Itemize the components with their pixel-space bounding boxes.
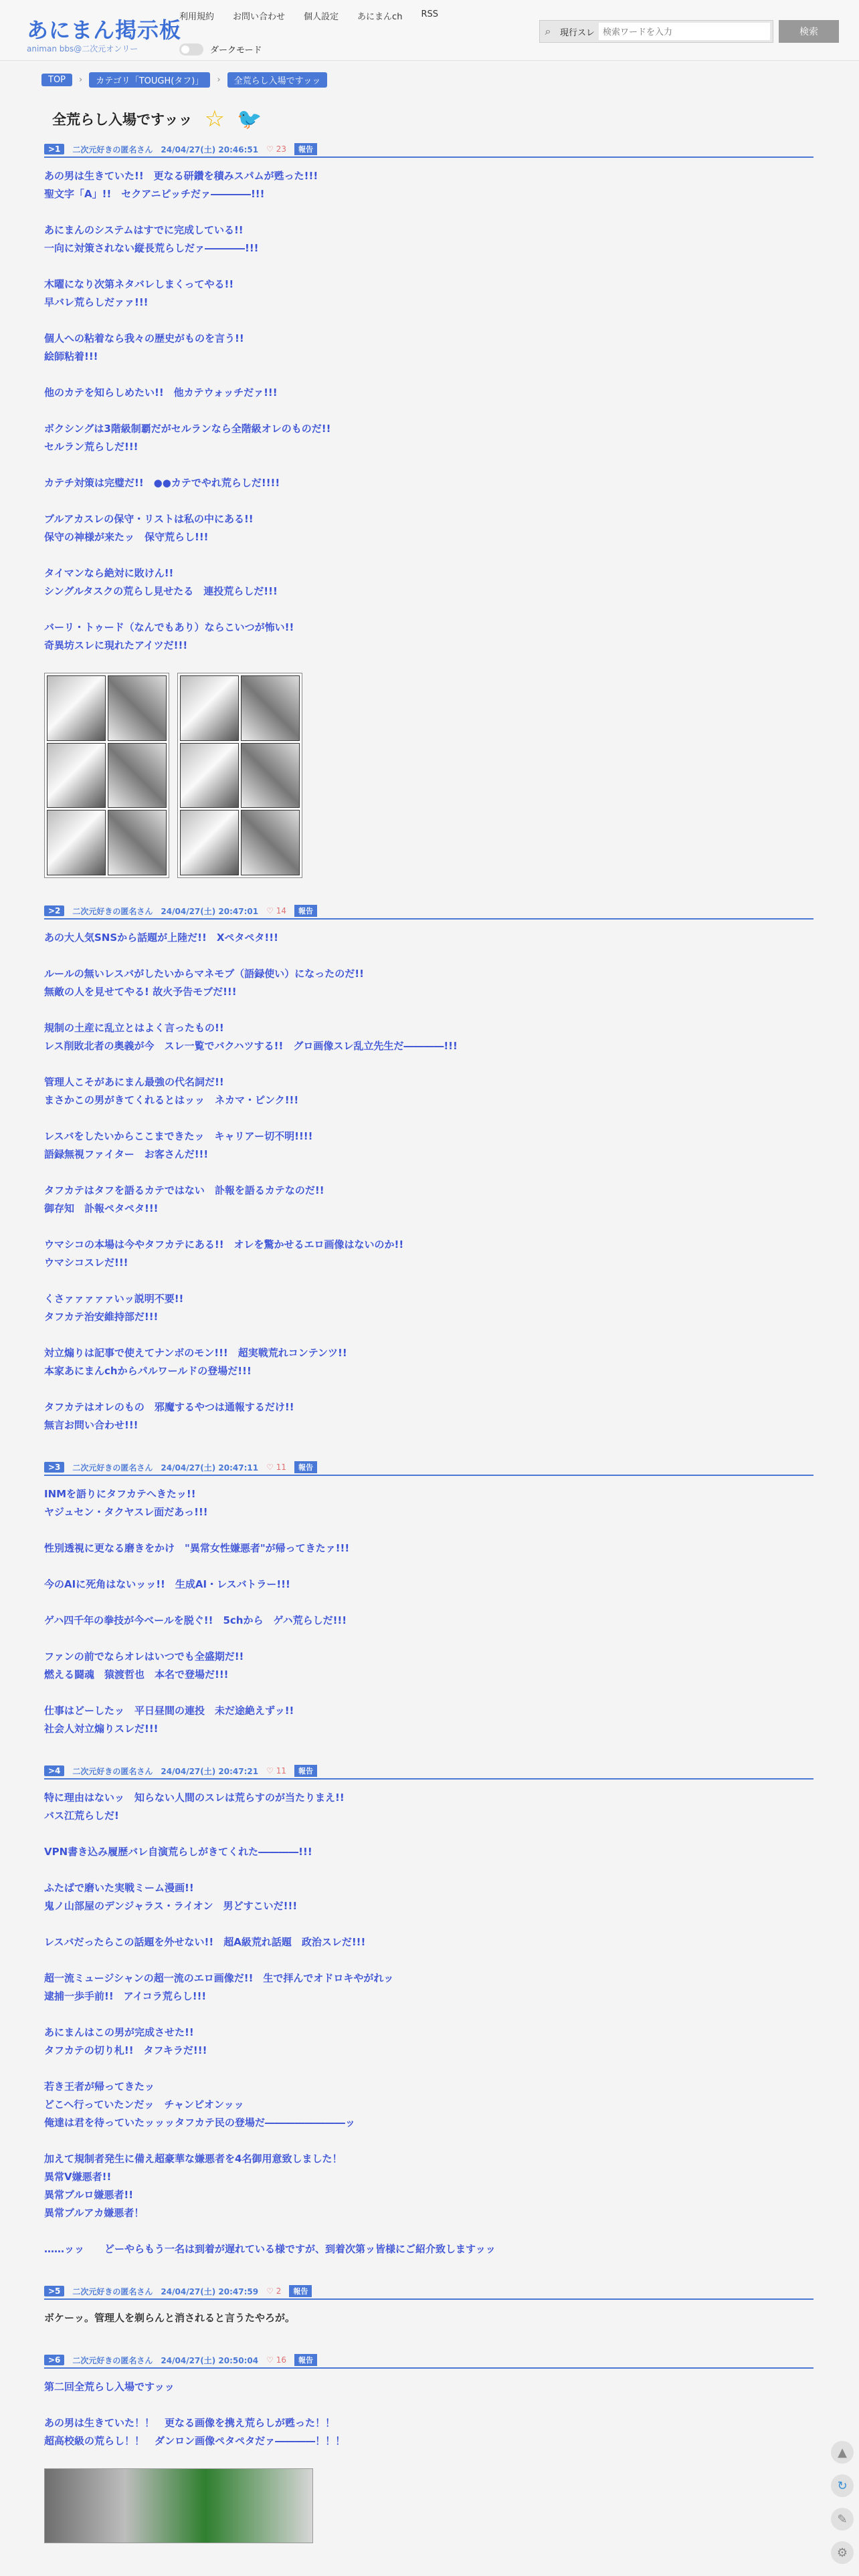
manga-panel bbox=[108, 675, 167, 741]
post-paragraph: 個人への粘着なら我々の歴史がものを言う!! 絵師粘着!!! bbox=[44, 332, 244, 362]
nav-settings[interactable]: 個人設定 bbox=[304, 12, 339, 22]
manga-panel bbox=[108, 743, 167, 809]
breadcrumb-category[interactable]: カテゴリ「TOUGH(タフ)」 bbox=[89, 72, 210, 88]
like-count: 11 bbox=[276, 1463, 287, 1472]
nav-rss[interactable]: RSS bbox=[421, 9, 438, 19]
like-count: 14 bbox=[276, 906, 287, 916]
post-paragraph: 超一流ミュージシャンの超一流のエロ画像だ!! 生で拝んでオドロキやがれッ 逮捕一歩手前!! アイコラ荒らし!!! bbox=[44, 1972, 394, 2002]
heart-icon: ♡ bbox=[266, 2286, 274, 2296]
post-date: 24/04/27(土) 20:47:01 bbox=[161, 906, 259, 916]
post-paragraph: バーリ・トゥード（なんでもあり）ならこいつが怖い!! 奇異坊スレに現れたアイツだ!!! bbox=[44, 621, 294, 651]
post-body bbox=[44, 929, 814, 1434]
post-paragraph: ゲハ四千年の拳技が今ベールを脱ぐ!! 5chから ゲハ荒らしだ!!! bbox=[44, 1614, 347, 1626]
post-paragraph: 加えて規制者発生に備え超豪華な嫌悪者を4名御用意致しました！ 異常V嫌悪者!! 異常ブルロ嫌悪者!! 異常ブルアカ嫌悪者！ bbox=[44, 2153, 343, 2219]
post-paragraph: ボケーッ。管理人を剃らんと消されると言うたやろが。 bbox=[44, 2312, 296, 2324]
search-input[interactable] bbox=[599, 23, 770, 40]
post-paragraph: ブルアカスレの保守・リストは私の中にある!! 保守の神様が来たッ 保守荒らし!!! bbox=[44, 513, 254, 543]
post-paragraph: あの大人気SNSから話題が上陸だ!! Xペタペタ!!! bbox=[44, 932, 278, 944]
danganronpa-image[interactable] bbox=[44, 2468, 313, 2543]
thread-title: 全荒らし入場ですッッ bbox=[52, 112, 193, 128]
favorite-star-icon[interactable]: ☆ bbox=[204, 106, 225, 132]
post-list bbox=[44, 143, 814, 2570]
twitter-share-icon[interactable]: 🐦 bbox=[237, 107, 262, 131]
post-paragraph: ルールの無いレスバがしたいからマネモブ（語録使い）になったのだ!! 無敵の人を見せてやる! 故火予告モブだ!!! bbox=[44, 968, 364, 998]
post-date: 24/04/27(土) 20:50:04 bbox=[161, 2355, 259, 2365]
like-button[interactable] bbox=[266, 906, 286, 916]
post-paragraph: 特に理由はないッ 知らない人間のスレは荒らすのが当たりまえ!! バス江荒らしだ! bbox=[44, 1792, 345, 1822]
post-paragraph: くさァァァァァいッ説明不要!! タフカテ治安維持部だ!!! bbox=[44, 1293, 184, 1323]
report-button[interactable]: 報告 bbox=[294, 143, 317, 155]
post-paragraph: ……ッッ どーやらもう一名は到着が遅れている様ですが、到着次第ッ皆様にご紹介致しますッッ bbox=[44, 2243, 496, 2255]
breadcrumb-thread[interactable]: 全荒らし入場ですッッ bbox=[227, 72, 328, 88]
post-number[interactable]: >5 bbox=[44, 2286, 64, 2296]
breadcrumb-separator: › bbox=[79, 75, 83, 85]
post-paragraph: あにまんはこの男が完成させた!! タフカテの切り札!! タフキラだ!!! bbox=[44, 2026, 207, 2056]
search-box bbox=[539, 20, 773, 43]
post-date: 24/04/27(土) 20:47:59 bbox=[161, 2286, 259, 2296]
post-paragraph: ファンの前でならオレはいつでも全盛期だ!! 燃える闘魂 猿渡哲也 本名で登場だ!!! bbox=[44, 1650, 244, 1681]
post-header bbox=[44, 1461, 814, 1476]
breadcrumb bbox=[41, 72, 327, 88]
post-paragraph: レスバだったらこの話題を外せない!! 超A級荒れ話題 政治スレだ!!! bbox=[44, 1936, 366, 1948]
heart-icon: ♡ bbox=[266, 2355, 274, 2365]
post-number[interactable]: >4 bbox=[44, 1765, 64, 1776]
post-paragraph: あにまんのシステムはすでに完成している!! 一向に対策されない縦長荒らしだァ――――!!! bbox=[44, 224, 259, 254]
nav-terms[interactable]: 利用規約 bbox=[179, 12, 215, 22]
breadcrumb-separator: › bbox=[217, 75, 221, 85]
logo-subtitle: animan bbs@二次元オンリー bbox=[27, 44, 138, 53]
manga-panel bbox=[180, 743, 239, 809]
post-paragraph: ふたばで磨いた実戦ミーム漫画!! 鬼ノ山部屋のデンジャラス・ライオン 男どすこいだ!!! bbox=[44, 1882, 298, 1912]
post-body bbox=[44, 167, 814, 655]
post-paragraph: 性別透視に更なる磨きをかけ "異常女性嫌悪者"が帰ってきたァ!!! bbox=[44, 1542, 350, 1554]
report-button[interactable]: 報告 bbox=[289, 2285, 312, 2297]
post-number[interactable]: >6 bbox=[44, 2355, 64, 2365]
manga-image-left[interactable] bbox=[44, 673, 169, 878]
search-bar bbox=[539, 20, 839, 43]
poster-name: 二次元好きの匿名さん bbox=[72, 1463, 153, 1473]
report-button[interactable]: 報告 bbox=[294, 905, 317, 917]
thread-title-row bbox=[52, 106, 262, 132]
side-icons bbox=[831, 2441, 854, 2564]
post-paragraph: 第二回全荒らし入場ですッッ bbox=[44, 2381, 175, 2393]
post-header bbox=[44, 1765, 814, 1780]
post-number[interactable]: >3 bbox=[44, 1462, 64, 1473]
post-paragraph: あの男は生きていた！！ 更なる画像を携え荒らしが甦った！！ 超高校級の荒らし！！ ダンロン画像ペタペタだァ――――！！！ bbox=[44, 2417, 346, 2447]
post-paragraph: 若き王者が帰ってきたッ どこへ行っていたンだッ チャンピオンッッ 俺達は君を待っていたッッッタフカテ民の登場だ――――――――ッ bbox=[44, 2080, 355, 2129]
manga-panel bbox=[241, 675, 300, 741]
post-body bbox=[44, 2309, 814, 2327]
poster-name: 二次元好きの匿名さん bbox=[72, 2286, 153, 2296]
post-paragraph: ボクシングは3階級制覇だがセルランなら全階級オレのものだ!! セルラン荒らしだ!!! bbox=[44, 423, 331, 453]
edit-icon[interactable]: ✎ bbox=[831, 2508, 854, 2531]
breadcrumb-top[interactable]: TOP bbox=[41, 74, 72, 86]
post-paragraph: タフカテはオレのもの 邪魔するやつは通報するだけ!! 無言お問い合わせ!!! bbox=[44, 1401, 294, 1431]
post-paragraph: 今のAIに死角はないッッ!! 生成AI・レスバトラー!!! bbox=[44, 1578, 290, 1590]
report-button[interactable]: 報告 bbox=[294, 2354, 317, 2366]
post-paragraph: 木曜になり次第ネタバレしまくってやる!! 早バレ荒らしだァァ!!! bbox=[44, 278, 234, 308]
post bbox=[44, 2285, 814, 2327]
post bbox=[44, 143, 814, 878]
top-header bbox=[0, 0, 859, 61]
manga-image-right[interactable] bbox=[177, 673, 302, 878]
poster-name: 二次元好きの匿名さん bbox=[72, 1766, 153, 1776]
post-paragraph: VPN書き込み履歴バレ自演荒らしがきてくれた――――!!! bbox=[44, 1846, 312, 1858]
manga-panel bbox=[241, 810, 300, 875]
post-number[interactable]: >1 bbox=[44, 144, 64, 154]
post bbox=[44, 2354, 814, 2543]
post bbox=[44, 1765, 814, 2258]
post-paragraph: 仕事はどーしたッ 平日昼間の連投 未だ途絶えずッ!! 社会人対立煽りスレだ!!! bbox=[44, 1705, 294, 1735]
post-paragraph: INMを語りにタフカテへきたッ!! ヤジュセン・タクヤスレ面だあっ!!! bbox=[44, 1488, 208, 1518]
manga-panel bbox=[47, 675, 106, 741]
like-button[interactable] bbox=[266, 2286, 281, 2296]
post-paragraph: 他のカテを知らしめたい!! 他カテウォッチだァ!!! bbox=[44, 387, 278, 399]
post-header bbox=[44, 143, 814, 158]
search-icon: ⌕ bbox=[545, 25, 551, 37]
post-paragraph: ウマシコの本場は今やタフカテにある!! オレを驚かせるエロ画像はないのか!! ウマシコスレだ!!! bbox=[44, 1239, 404, 1269]
manga-panel bbox=[180, 675, 239, 741]
poster-name: 二次元好きの匿名さん bbox=[72, 906, 153, 916]
like-button[interactable] bbox=[266, 1766, 286, 1776]
post-paragraph: レスバをしたいからここまできたッ キャリアー切不明!!!! 語録無視ファイター お客さんだ!!! bbox=[44, 1130, 313, 1160]
manga-panel bbox=[47, 810, 106, 875]
scroll-top-icon[interactable]: ▲ bbox=[831, 2441, 854, 2464]
poster-name: 二次元好きの匿名さん bbox=[72, 2355, 153, 2365]
manga-panel bbox=[241, 743, 300, 809]
manga-panel bbox=[108, 810, 167, 875]
post-paragraph: カテチ対策は完璧だ!! ●●カテでやれ荒らしだ!!!! bbox=[44, 477, 280, 489]
like-button[interactable] bbox=[266, 2355, 286, 2365]
post-body bbox=[44, 1789, 814, 2258]
post-header bbox=[44, 2285, 814, 2300]
like-count: 23 bbox=[276, 144, 287, 154]
image-attachments bbox=[44, 673, 814, 878]
post-body bbox=[44, 1485, 814, 1738]
post-number[interactable]: >2 bbox=[44, 905, 64, 916]
heart-icon: ♡ bbox=[266, 144, 274, 154]
post-paragraph: 規制の土産に乱立とはよく言ったもの!! レス削敗北者の奥義が今 スレ一覧でバクハツする!! グロ画像スレ乱立先生だ――――!!! bbox=[44, 1022, 458, 1052]
search-button[interactable]: 検索 bbox=[779, 20, 839, 43]
post-date: 24/04/27(土) 20:47:11 bbox=[161, 1463, 259, 1473]
post-header bbox=[44, 2354, 814, 2369]
heart-icon: ♡ bbox=[266, 1766, 274, 1776]
refresh-icon[interactable]: ↻ bbox=[831, 2474, 854, 2497]
nav-animanch[interactable]: あにまんch bbox=[357, 12, 403, 22]
post-paragraph: タフカテはタフを語るカテではない 訃報を語るカテなのだ!! 御存知 訃報ペタペタ!!! bbox=[44, 1184, 324, 1214]
post-date: 24/04/27(土) 20:47:21 bbox=[161, 1766, 259, 1776]
report-button[interactable]: 報告 bbox=[294, 1765, 317, 1777]
manga-panel bbox=[180, 810, 239, 875]
nav-contact[interactable]: お問い合わせ bbox=[233, 12, 286, 22]
manga-panel bbox=[47, 743, 106, 809]
search-scope-select[interactable]: 現行スレ bbox=[560, 27, 595, 38]
like-button[interactable] bbox=[266, 1463, 286, 1472]
logo-text: あにまん掲示板 bbox=[27, 17, 182, 43]
post-paragraph: 管理人こそがあにまん最強の代名詞だ!! まさかこの男がきてくれるとはッッ ネカマ・ピンク!!! bbox=[44, 1076, 299, 1106]
like-count: 11 bbox=[276, 1766, 287, 1776]
settings-icon[interactable]: ⚙ bbox=[831, 2541, 854, 2564]
site-logo[interactable] bbox=[27, 13, 181, 54]
post-header bbox=[44, 905, 814, 920]
dark-mode-toggle[interactable] bbox=[179, 43, 203, 56]
dark-mode-label: ダークモード bbox=[210, 45, 262, 56]
post bbox=[44, 905, 814, 1434]
post-paragraph: あの男は生きていた!! 更なる研鑽を積みスパムが甦った!!! 聖文字「A」!! セクアニピッチだァ――――!!! bbox=[44, 170, 318, 200]
post-body bbox=[44, 2378, 814, 2450]
like-count: 2 bbox=[276, 2286, 282, 2296]
post-paragraph: タイマンなら絶対に敗けん!! シングルタスクの荒らし見せたる 連投荒らしだ!!! bbox=[44, 567, 278, 597]
post bbox=[44, 1461, 814, 1738]
heart-icon: ♡ bbox=[266, 906, 274, 916]
dark-mode-row bbox=[179, 43, 262, 56]
heart-icon: ♡ bbox=[266, 1463, 274, 1472]
like-button[interactable] bbox=[266, 144, 286, 154]
poster-name: 二次元好きの匿名さん bbox=[72, 144, 153, 154]
like-count: 16 bbox=[276, 2355, 287, 2365]
post-paragraph: 対立煽りは記事で使えてナンボのモン!!! 超実戦荒れコンテンツ!! 本家あにまんchからパルワールドの登場だ!!! bbox=[44, 1347, 347, 1377]
post-date: 24/04/27(土) 20:46:51 bbox=[161, 144, 259, 154]
top-nav bbox=[179, 9, 438, 22]
report-button[interactable]: 報告 bbox=[294, 1461, 317, 1473]
